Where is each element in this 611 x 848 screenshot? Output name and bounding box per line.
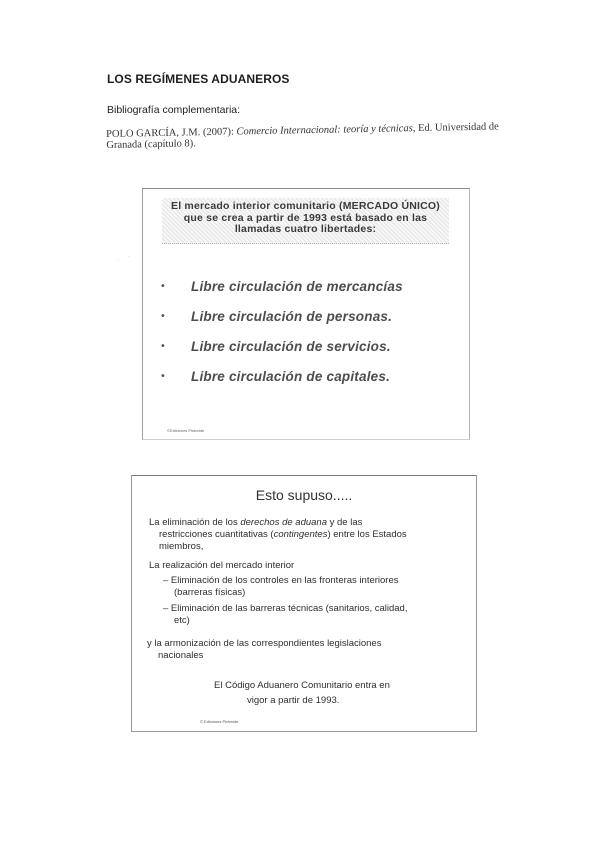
conclusion-line: El Código Aduanero Comunitario entra en [214,680,390,691]
slide-copyright: © Ediciones Pirámide [200,719,239,724]
text-run-italic: contingentes [273,529,328,540]
dash-item-line: – Eliminación de los controles en las fronteras interiores [163,575,399,586]
conclusion-line: vigor a partir de 1993. [247,695,340,706]
bullet-icon: • [161,341,165,352]
freedom-label: Libre circulación de capitales. [191,369,391,384]
bullet-icon: • [161,311,165,322]
paragraph-line [159,529,407,541]
freedom-label: Libre circulación de servicios. [191,339,391,354]
reference-publisher: , Ed. Universidad de [412,121,499,135]
text-run: ) entre los Estados [327,529,407,540]
text-run: La eliminación de los [149,517,241,528]
paragraph-line: La realización del mercado interior [149,560,295,571]
callout-line: llamadas cuatro libertades: [234,223,377,235]
callout-line: El mercado interior comunitario (MERCADO ÚNICO) [170,200,440,212]
dash-item-line: etc) [174,615,190,626]
paragraph-line: miembros, [159,541,204,552]
scan-speck: · [128,254,130,260]
text-run: y de las [327,517,363,528]
paragraph-line: y la armonización de las correspondientes legislaciones [147,638,382,649]
bullet-icon: • [161,281,165,292]
freedom-label: Libre circulación de mercancías [191,279,403,294]
dash-item-line: (barreras físicas) [174,587,246,598]
reference-publisher-line2: Granada (capítulo 8). [106,138,196,151]
slide-heading: Esto supuso..... [255,487,353,503]
text-run-italic: derechos de aduana [240,517,327,528]
single-market-callout [162,198,449,244]
scan-speck: · [117,258,119,264]
callout-line: que se crea a partir de 1993 está basado en las [183,211,428,224]
reference-authors: POLO GARCÍA, J.M. (2007): [106,126,237,140]
paragraph-line: nacionales [158,650,204,661]
page-title: LOS REGÍMENES ADUANEROS [107,72,290,86]
text-run: restricciones cuantitativas ( [159,529,274,540]
bibliography-reference [106,121,536,151]
bullet-icon: • [161,371,165,382]
paragraph-line [149,517,362,529]
bibliography-heading: Bibliografía complementaria: [107,104,241,116]
dash-item-line: – Eliminación de las barreras técnicas (sanitarios, calidad, [163,603,408,614]
slide-copyright: ©Ediciones Pirámide [167,428,205,433]
reference-book-title: Comercio Internacional: teoría y técnicas [236,123,413,138]
slide-consequences [131,475,477,732]
slide-four-freedoms [142,188,470,440]
freedom-label: Libre circulación de personas. [191,309,393,324]
